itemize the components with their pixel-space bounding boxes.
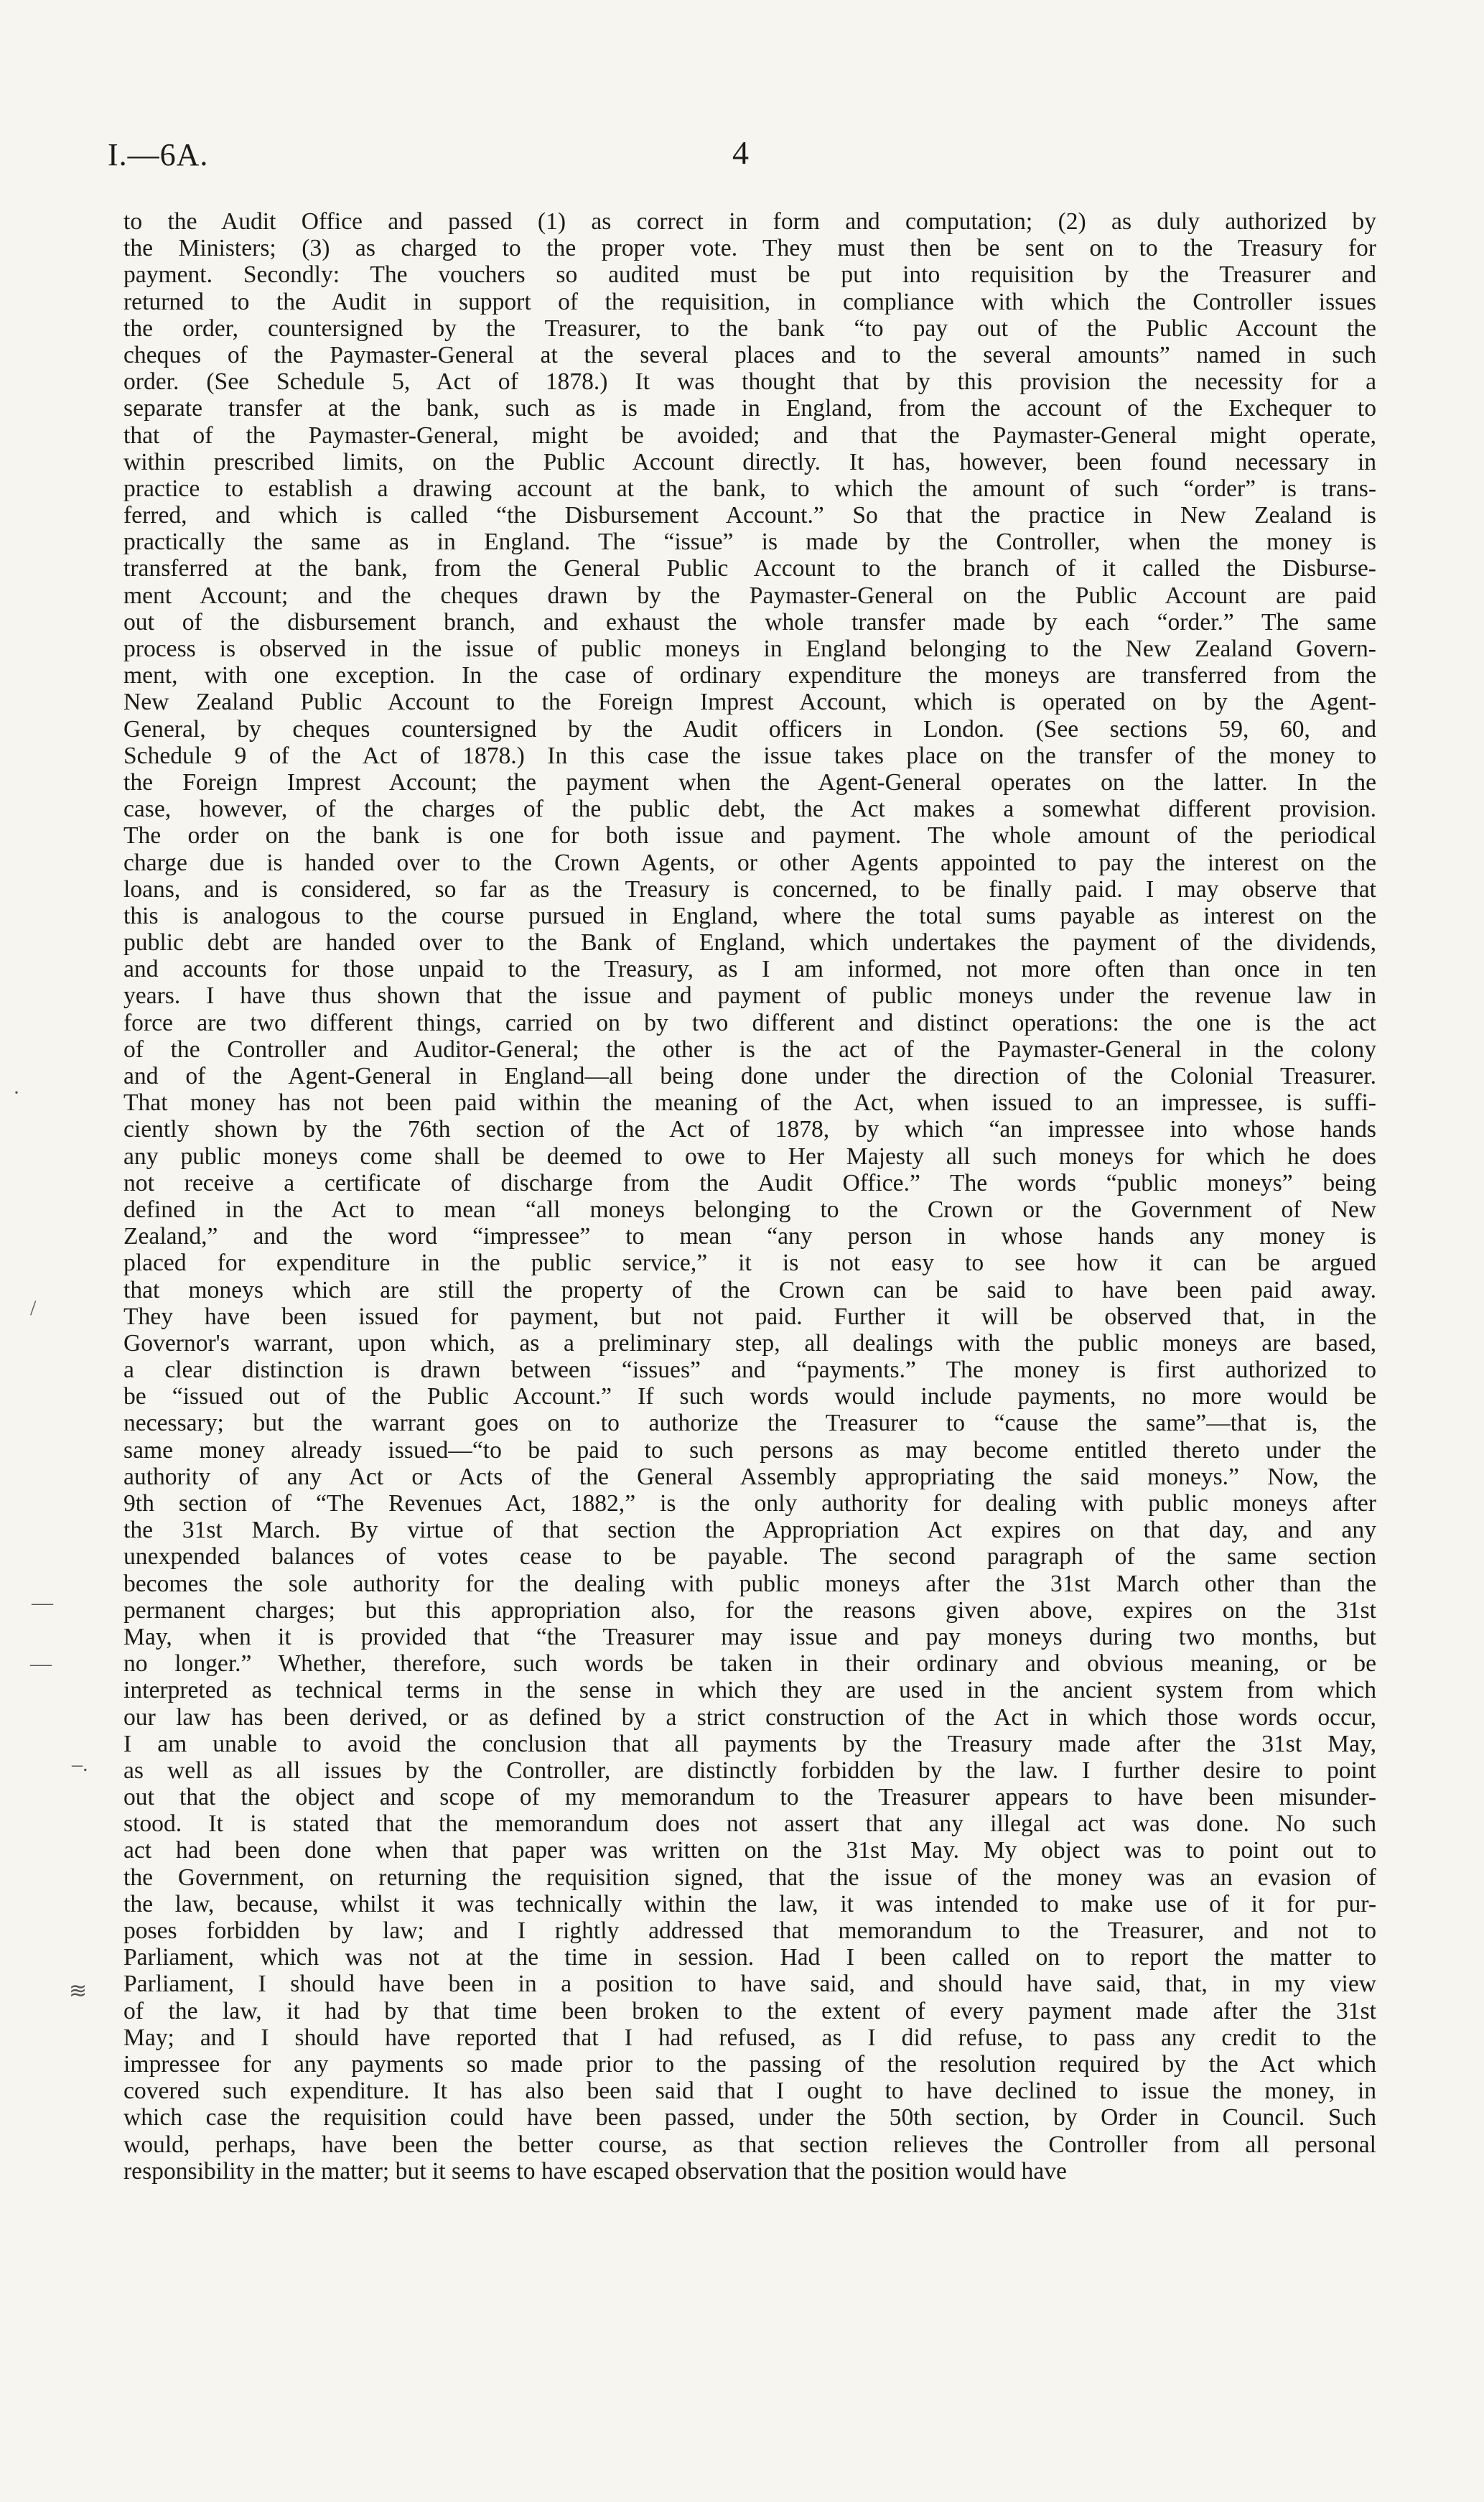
text-line: I am unable to avoid the conclusion that all payments by the Treasury made after the 31st May, [123,1730,1376,1757]
text-line: returned to the Audit in support of the requisition, in compliance with which the Controller issues [123,288,1376,315]
text-line: not receive a certificate of discharge from the Audit Office.” The words “public moneys” being [123,1169,1376,1196]
text-line: ciently shown by the 76th section of the Act of 1878, by which “an impressee into whose hands [123,1116,1376,1143]
text-line: responsibility in the matter; but it seems to have escaped observation that the position would have [123,2157,1067,2185]
text-line: transferred at the bank, from the General Public Account to the branch of it called the Disburse- [123,555,1376,582]
text-line: which case the requisition could have been passed, under the 50th section, by Order in Council. Such [123,2104,1376,2131]
text-line: placed for expenditure in the public service,” it is not easy to see how it can be argued [123,1250,1376,1277]
page-reference: I.—6A. [108,137,209,172]
margin-dash: –. [72,1752,88,1776]
body-paragraph [123,208,1376,2185]
text-line: that of the Paymaster-General, might be avoided; and that the Paymaster-General might operate, [123,422,1376,449]
text-line: and accounts for those unpaid to the Treasury, as I am informed, not more often than once in ten [123,956,1376,983]
text-line: practice to establish a drawing account at the bank, to which the amount of such “order” is trans- [123,475,1376,502]
text-line: necessary; but the warrant goes on to authorize the Treasurer to “cause the same”—that is, the [123,1410,1376,1437]
text-line: order. (See Schedule 5, Act of 1878.) It was thought that by this provision the necessity for a [123,368,1376,396]
text-line: be “issued out of the Public Account.” If such words would include payments, no more would be [123,1383,1376,1410]
text-line: force are two different things, carried on by two different and distinct operations: the one is the act [123,1009,1376,1036]
text-line: and of the Agent-General in England—all being done under the direction of the Colonial Treasurer. [123,1063,1376,1089]
text-line: defined in the Act to mean “all moneys belonging to the Crown or the Government of New [123,1196,1376,1223]
text-line: Parliament, I should have been in a position to have said, and should have said, that, in my view [123,1971,1376,1998]
text-line: out that the object and scope of my memorandum to the Treasurer appears to have been misunder- [123,1784,1376,1811]
text-line: unexpended balances of votes cease to be payable. The second paragraph of the same section [123,1543,1376,1571]
text-line: to the Audit Office and passed (1) as correct in form and computation; (2) as duly authorized by [123,208,1376,235]
text-line: becomes the sole authority for the dealing with public moneys after the 31st March other than the [123,1570,1376,1597]
text-line: any public moneys come shall be deemed to owe to Her Majesty all such moneys for which he does [123,1143,1376,1170]
text-line: out of the disbursement branch, and exhaust the whole transfer made by each “order.” The same [123,608,1376,636]
text-line: payment. Secondly: The vouchers so audited must be put into requisition by the Treasurer and [123,261,1376,289]
text-line: permanent charges; but this appropriation also, for the reasons given above, expires on the 31st [123,1596,1376,1624]
text-line: authority of any Act or Acts of the General Assembly appropriating the said moneys.” Now, the [123,1463,1376,1490]
text-line: separate transfer at the bank, such as is made in England, from the account of the Exchequer to [123,395,1376,422]
text-line: of the Controller and Auditor-General; the other is the act of the Paymaster-General in the colony [123,1036,1376,1063]
text-line: public debt are handed over to the Bank of England, which undertakes the payment of the dividends, [123,929,1376,957]
text-line: Schedule 9 of the Act of 1878.) In this case the issue takes place on the transfer of the money to [123,742,1376,769]
text-line: loans, and is considered, so far as the Treasury is concerned, to be finally paid. I may observe that [123,875,1376,903]
text-line: The order on the bank is one for both issue and payment. The whole amount of the periodical [123,822,1376,850]
text-line: case, however, of the charges of the public debt, the Act makes a somewhat different provision. [123,796,1376,823]
text-line: May; and I should have reported that I had refused, as I did refuse, to pass any credit to the [123,2024,1376,2051]
margin-symbol: ≋ [69,1979,88,2003]
text-line: the 31st March. By virtue of that section the Appropriation Act expires on that day, and any [123,1517,1376,1544]
text-line: charge due is handed over to the Crown Agents, or other Agents appointed to pay the interest on the [123,849,1376,876]
text-line: the law, because, whilst it was technically within the law, it was intended to make use of it for pur- [123,1890,1376,1917]
margin-dot: · [13,1081,20,1104]
text-line: within prescribed limits, on the Public Account directly. It has, however, been found necessary in [123,448,1376,475]
text-line: stood. It is stated that the memorandum does not assert that any illegal act was done. No such [123,1810,1376,1838]
text-line: 9th section of “The Revenues Act, 1882,” is the only authority for dealing with public moneys after [123,1490,1376,1517]
text-line: would, perhaps, have been the better course, as that section relieves the Controller from all personal [123,2131,1376,2158]
text-line: Zealand,” and the word “impressee” to mean “any person in whose hands any money is [123,1223,1376,1250]
text-line: impressee for any payments so made prior to the passing of the resolution required by the Act which [123,2050,1376,2078]
margin-dash: — [32,1591,53,1614]
text-line: our law has been derived, or as defined by a strict construction of the Act in which those words occur, [123,1703,1376,1731]
text-line: ferred, and which is called “the Disbursement Account.” So that the practice in New Zealand is [123,502,1376,529]
text-line: Governor's warrant, upon which, as a preliminary step, all dealings with the public moneys are based, [123,1329,1376,1357]
text-line: as well as all issues by the Controller, are distinctly forbidden by the law. I further desire to point [123,1757,1376,1784]
text-line: practically the same as in England. The “issue” is made by the Controller, when the money is [123,529,1376,556]
text-line: ment, with one exception. In the case of ordinary expenditure the moneys are transferred from the [123,662,1376,689]
text-line: of the law, it had by that time been broken to the extent of every payment made after the 31st [123,1997,1376,2024]
text-line: the Foreign Imprest Account; the payment when the Agent-General operates on the latter. In the [123,768,1376,796]
text-line: May, when it is provided that “the Treasurer may issue and pay moneys during two months, but [123,1623,1376,1650]
text-line: cheques of the Paymaster-General at the several places and to the several amounts” named in such [123,341,1376,368]
text-line: same money already issued—“to be paid to such persons as may become entitled thereto under the [123,1436,1376,1464]
page-number: 4 [732,134,749,171]
text-line: this is analogous to the course pursued in England, where the total sums payable as interest on the [123,902,1376,929]
text-line: interpreted as technical terms in the sense in which they are used in the ancient system from which [123,1677,1376,1704]
margin-dash: — [30,1652,52,1675]
text-line: the Ministers; (3) as charged to the proper vote. They must then be sent on to the Treasury for [123,235,1376,262]
text-line: New Zealand Public Account to the Foreign Imprest Account, which is operated on by the Agent- [123,689,1376,716]
text-line: no longer.” Whether, therefore, such words be taken in their ordinary and obvious meaning, or be [123,1650,1376,1678]
text-line: They have been issued for payment, but not paid. Further it will be observed that, in the [123,1303,1376,1330]
text-line: That money has not been paid within the meaning of the Act, when issued to an impressee, is suffi- [123,1089,1376,1117]
text-line: process is observed in the issue of public moneys in England belonging to the New Zealand Govern- [123,636,1376,662]
text-line: General, by cheques countersigned by the Audit officers in London. (See sections 59, 60, and [123,715,1376,743]
margin-dash: / [30,1296,37,1320]
text-line: ment Account; and the cheques drawn by the Paymaster-General on the Public Account are paid [123,582,1376,609]
margin-annotations [0,0,122,2502]
text-line: that moneys which are still the property of the Crown can be said to have been paid away. [123,1276,1376,1303]
text-line: the order, countersigned by the Treasurer, to the bank “to pay out of the Public Account the [123,315,1376,342]
text-line: Parliament, which was not at the time in session. Had I been called on to report the matter to [123,1944,1376,1971]
text-line: the Government, on returning the requisition signed, that the issue of the money was an evasion of [123,1864,1376,1891]
text-line: act had been done when that paper was written on the 31st May. My object was to point out to [123,1837,1376,1864]
text-line: a clear distinction is drawn between “issues” and “payments.” The money is first authorized to [123,1357,1376,1384]
text-line: covered such expenditure. It has also been said that I ought to have declined to issue the money, in [123,2078,1376,2105]
text-line: poses forbidden by law; and I rightly addressed that memorandum to the Treasurer, and not to [123,1917,1376,1944]
text-line: years. I have thus shown that the issue and payment of public moneys under the revenue law in [123,982,1376,1010]
